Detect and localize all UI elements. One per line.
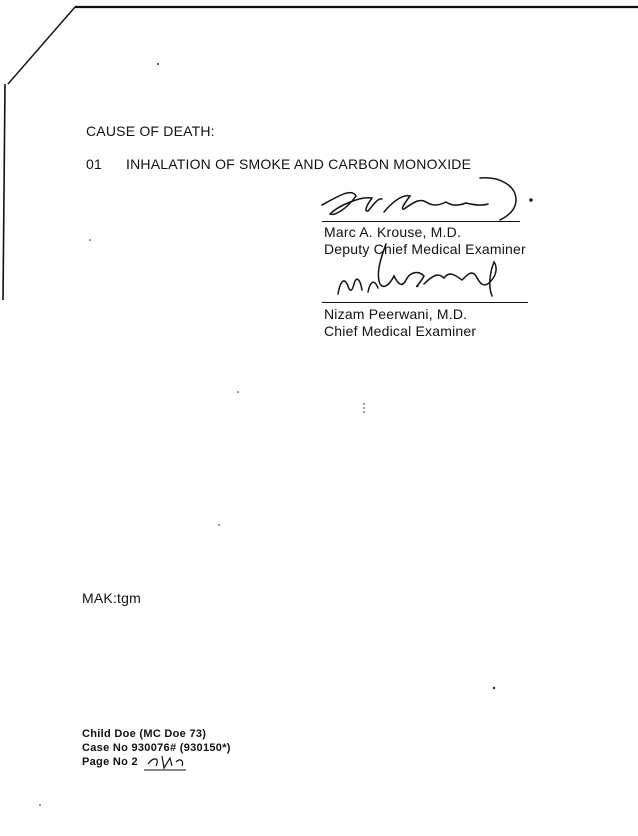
signatory-title-peerwani: Chief Medical Examiner: [324, 323, 477, 339]
cause-of-death-heading: CAUSE OF DEATH:: [86, 123, 215, 139]
typist-initials: MAK:tgm: [82, 590, 141, 606]
signatory-name-peerwani: Nizam Peerwani, M.D.: [324, 306, 468, 322]
cause-number: 01: [86, 156, 102, 172]
cause-text: INHALATION OF SMOKE AND CARBON MONOXIDE: [126, 156, 472, 172]
footer-line-1: Child Doe (MC Doe 73): [82, 728, 207, 740]
signatory-name-krouse: Marc A. Krouse, M.D.: [324, 224, 462, 240]
signatory-title-krouse: Deputy Chief Medical Examiner: [324, 241, 526, 257]
footer-line-2: Case No 930076# (930150*): [82, 742, 231, 754]
footer-line-3: Page No 2: [82, 756, 138, 768]
